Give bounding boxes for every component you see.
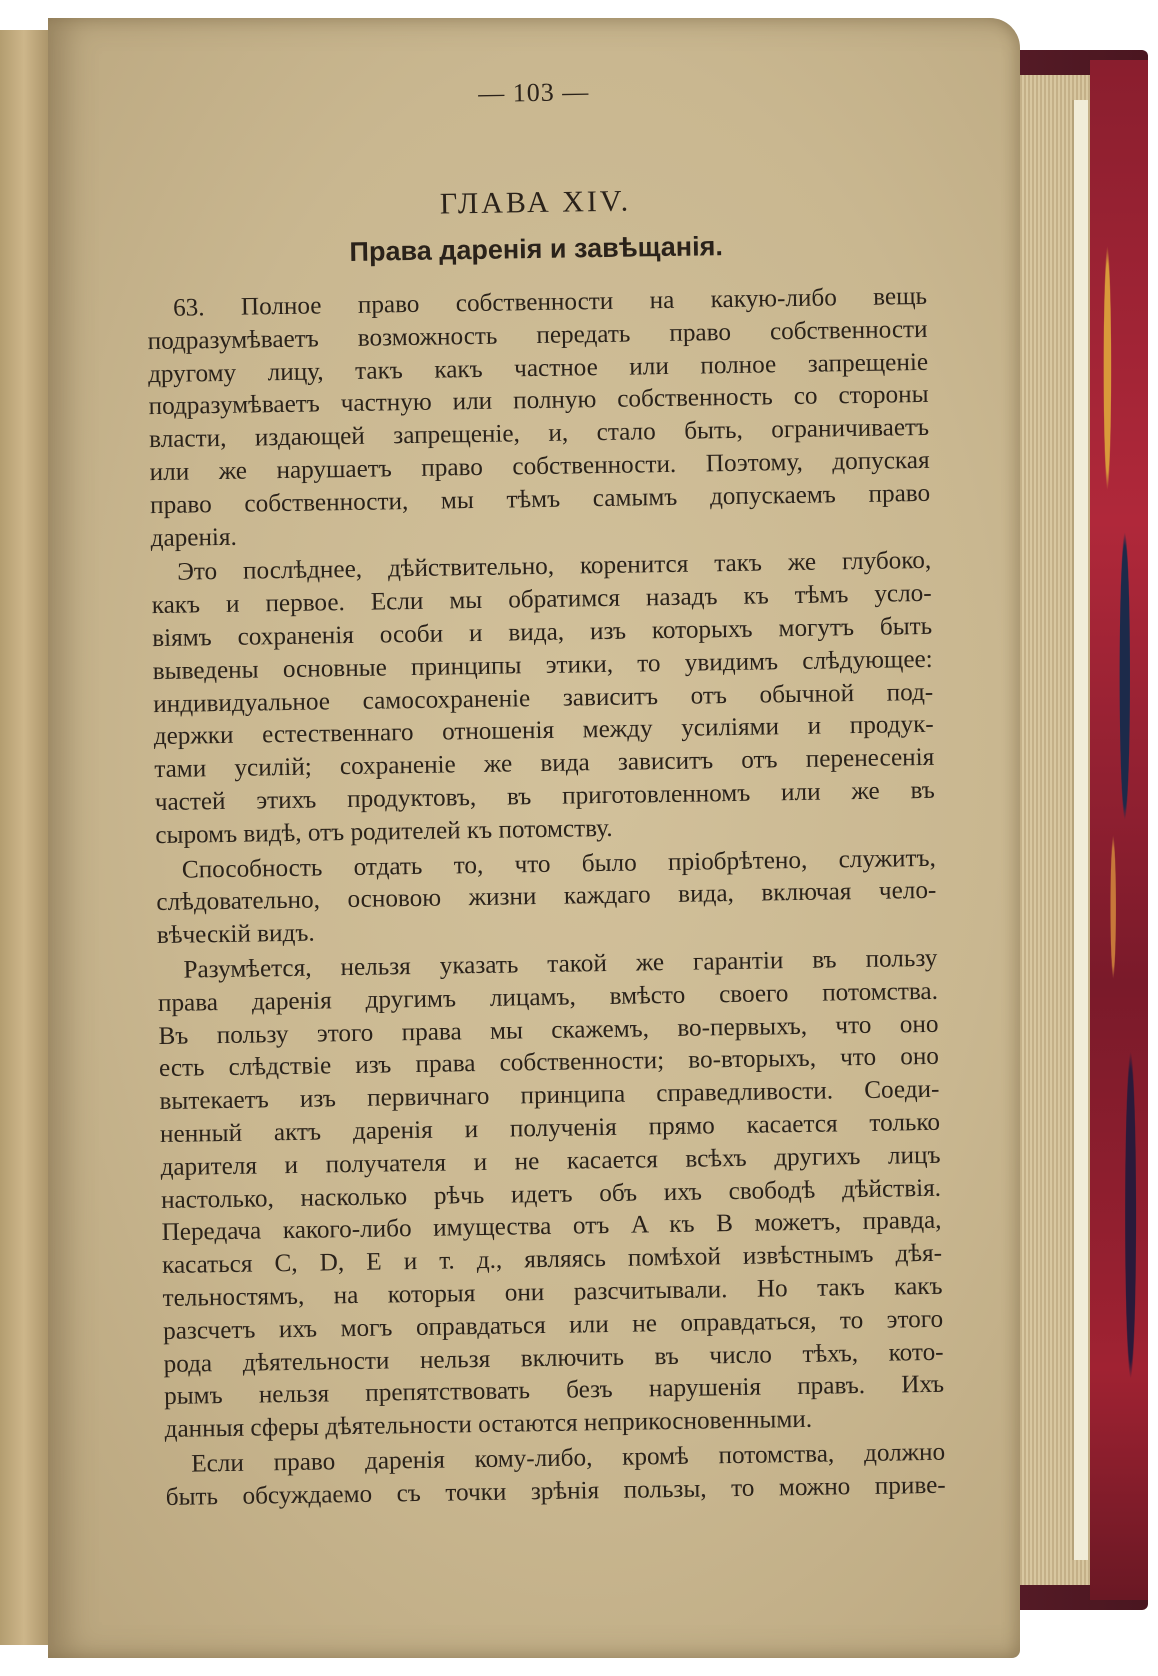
text-line: настолько, насколько рѣчь идетъ объ ихъ свободѣ дѣйствія. [160,1174,942,1214]
text-line: рымъ нельзя препятствовать безъ нарушенія правъ. Ихъ [163,1371,945,1411]
text-line: выведены основные принципы этики, то увидимъ слѣдующее: [152,645,933,685]
text-line: разсчетъ ихъ могъ оправдаться или не оправдаться, то этого [162,1305,944,1345]
text-line: права даренія другимъ лицамъ, вмѣсто своего потомства. [157,977,939,1017]
text-line: подразумѣваетъ возможность передать право собственности [147,315,928,355]
text-line: частей этихъ продуктовъ, въ приготовленномъ или же въ [154,776,935,817]
marbled-endpaper [1090,60,1148,1600]
text-line: дарителя и получателя и не касается всѣхъ другихъ лицъ [160,1141,941,1181]
text-line: Въ пользу этого права мы скажемъ, во-первыхъ, что оно [158,1010,939,1050]
text-line: индивидуальное самосохраненіе зависитъ отъ обычной под- [153,678,934,718]
text-line: рода дѣятельности нельзя включить въ число тѣхъ, кото- [163,1338,944,1378]
chapter-subtitle: Права даренія и завѣщанія. [349,231,724,267]
text-line: Передача какого-либо имущества отъ A къ B можетъ, правда, [161,1207,942,1247]
text-line: касаться C, D, E и т. д., являясь помѣхой извѣстнымъ дѣя- [161,1239,943,1280]
text-line: Способность отдать то, что было пріобрѣтено, служитъ, [181,844,937,884]
text-line: подразумѣваетъ частную или полную собственность со стороны [148,381,929,421]
text-line: или же нарушаетъ право собственности. Поэтому, допуская [149,446,930,487]
text-line: ненный актъ даренія и полученія прямо касается только [159,1108,941,1148]
text-line: какъ и первое. Если мы обратимся назадъ къ тѣмъ усло- [151,580,932,620]
text-line: 63. Полное право собственности на какую-либо вещь [172,282,928,322]
text-line: даренія. [150,523,238,552]
paragraph [157,943,945,1447]
text-line: вѣческій видъ. [156,919,315,950]
paragraph [151,545,936,852]
page-number: — 103 — [478,77,590,108]
page-text-block [144,72,946,1515]
page-fore-edge [1072,100,1088,1560]
text-line: данныя сферы дѣятельности остаются неприкосновенными. [164,1405,813,1444]
text-line: власти, издающей запрещеніе, и, стало быть, ограничиваетъ [148,414,930,454]
text-line: Если право даренія кому-либо, кромѣ потомства, должно [191,1438,946,1478]
text-line: есть слѣдствіе изъ права собственности; во-вторыхъ, что оно [158,1043,940,1083]
text-line: быть обсуждаемо съ точки зрѣнія пользы, то можно приве- [165,1471,946,1511]
text-line: Разумѣется, нельзя указать такой же гарантіи въ пользу [183,944,938,984]
paragraph [165,1437,946,1515]
text-line: тельностямъ, на которыя они разсчитывали. Но такъ какъ [162,1272,943,1312]
text-line: віямъ сохраненія особи и вида, изъ которыхъ могутъ быть [152,612,933,653]
text-line: Это послѣднее, дѣйствительно, коренится такъ же глубоко, [177,547,932,587]
chapter-title: ГЛАВА XIV. [439,184,632,221]
body-text [147,281,946,1515]
paragraph [156,842,937,953]
text-line: вытекаетъ изъ первичнаго принципа справедливости. Соеди- [159,1075,940,1116]
text-line: тами усилій; сохраненіе же вида зависитъ отъ перенесенія [154,743,935,784]
text-line: другому лицу, такъ какъ частное или полное запрещеніе [147,348,929,388]
book-page [48,18,1020,1658]
text-line: право собственности, мы тѣмъ самымъ допускаемъ право [149,479,931,519]
text-line: слѣдовательно, основою жизни каждаго вида, включая чело- [156,877,937,917]
paragraph [147,281,931,556]
text-line: держки естественнаго отношенія между усиліями и продук- [153,711,934,751]
text-line: сыромъ видѣ, отъ родителей къ потомству. [155,814,613,849]
